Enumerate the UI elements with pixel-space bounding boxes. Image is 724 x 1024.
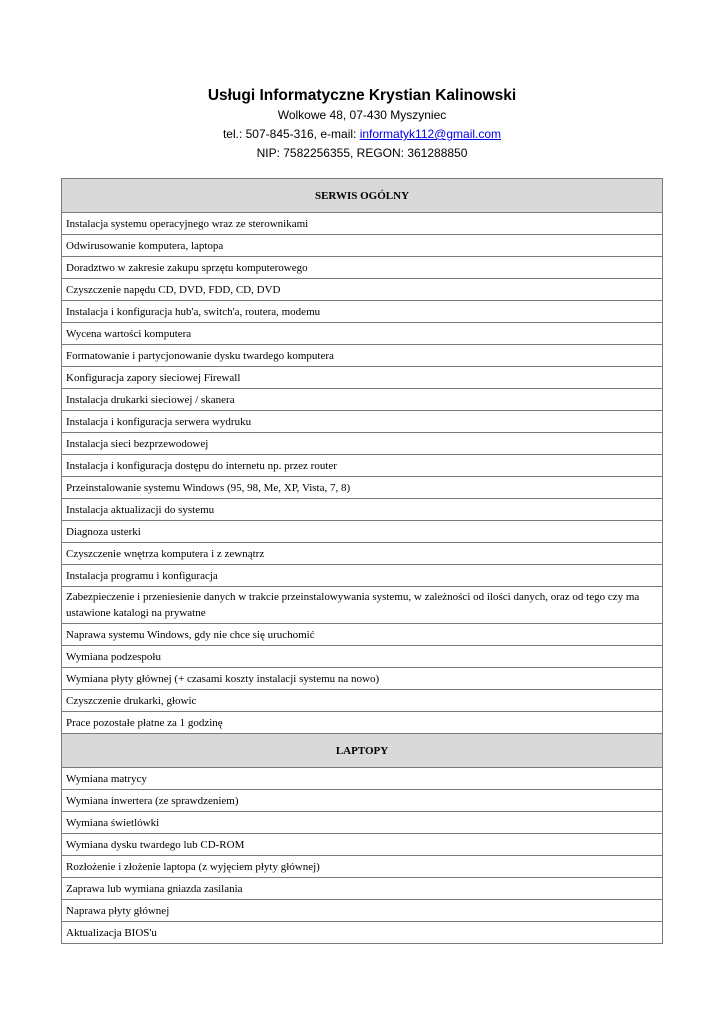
service-item: Formatowanie i partycjonowanie dysku twardego komputera <box>62 345 663 367</box>
table-row <box>62 367 663 389</box>
service-item: Rozłożenie i złożenie laptopa (z wyjęciem płyty głównej) <box>62 856 663 878</box>
service-item: Diagnoza usterki <box>62 521 663 543</box>
service-item: Naprawa płyty głównej <box>62 900 663 922</box>
service-item: Instalacja systemu operacyjnego wraz ze sterownikami <box>62 213 663 235</box>
table-row <box>62 646 663 668</box>
table-row <box>62 499 663 521</box>
table-row <box>62 543 663 565</box>
service-item: Doradztwo w zakresie zakupu sprzętu komputerowego <box>62 257 663 279</box>
table-row <box>62 389 663 411</box>
service-item: Czyszczenie napędu CD, DVD, FDD, CD, DVD <box>62 279 663 301</box>
table-row <box>62 213 663 235</box>
table-row <box>62 900 663 922</box>
company-ids: NIP: 7582256355, REGON: 361288850 <box>256 146 468 160</box>
section-title: SERWIS OGÓLNY <box>62 179 663 213</box>
service-item: Wycena wartości komputera <box>62 323 663 345</box>
section-header-row <box>62 179 663 213</box>
company-contact <box>0 125 724 144</box>
service-item: Instalacja i konfiguracja hub'a, switch'a, routera, modemu <box>62 301 663 323</box>
service-item: Zaprawa lub wymiana gniazda zasilania <box>62 878 663 900</box>
table-row <box>62 812 663 834</box>
table-row <box>62 411 663 433</box>
table-row <box>62 834 663 856</box>
service-item: Naprawa systemu Windows, gdy nie chce się uruchomić <box>62 624 663 646</box>
service-item: Instalacja sieci bezprzewodowej <box>62 433 663 455</box>
service-item: Wymiana płyty głównej (+ czasami koszty instalacji systemu na nowo) <box>62 668 663 690</box>
table-row <box>62 790 663 812</box>
company-address: Wolkowe 48, 07-430 Myszyniec <box>277 108 447 122</box>
service-item: Aktualizacja BIOS'u <box>62 922 663 944</box>
company-name: Usługi Informatyczne Krystian Kalinowski <box>207 87 517 104</box>
service-item: Instalacja programu i konfiguracja <box>62 565 663 587</box>
service-item: Prace pozostałe płatne za 1 godzinę <box>62 712 663 734</box>
table-row <box>62 455 663 477</box>
table-row <box>62 521 663 543</box>
service-item: Instalacja aktualizacji do systemu <box>62 499 663 521</box>
section-title: LAPTOPY <box>62 734 663 768</box>
table-row <box>62 856 663 878</box>
table-row <box>62 477 663 499</box>
service-item: Instalacja i konfiguracja serwera wydruku <box>62 411 663 433</box>
table-row <box>62 690 663 712</box>
service-item: Czyszczenie wnętrza komputera i z zewnątrz <box>62 543 663 565</box>
service-item: Przeinstalowanie systemu Windows (95, 98, Me, XP, Vista, 7, 8) <box>62 477 663 499</box>
table-row <box>62 345 663 367</box>
table-row <box>62 768 663 790</box>
service-item: Konfiguracja zapory sieciowej Firewall <box>62 367 663 389</box>
table-row <box>62 279 663 301</box>
table-row <box>62 565 663 587</box>
service-item: Odwirusowanie komputera, laptopa <box>62 235 663 257</box>
service-item: Instalacja i konfiguracja dostępu do internetu np. przez router <box>62 455 663 477</box>
table-row <box>62 587 663 624</box>
service-item: Czyszczenie drukarki, głowic <box>62 690 663 712</box>
table-row <box>62 624 663 646</box>
email-link[interactable]: informatyk112@gmail.com <box>359 127 502 141</box>
table-row <box>62 668 663 690</box>
table-row <box>62 878 663 900</box>
table-row <box>62 257 663 279</box>
table-row <box>62 301 663 323</box>
service-item: Wymiana matrycy <box>62 768 663 790</box>
section-header-row <box>62 734 663 768</box>
contact-phone: tel.: 507-845-316, e-mail: <box>222 127 360 141</box>
table-row <box>62 922 663 944</box>
service-item: Wymiana inwertera (ze sprawdzeniem) <box>62 790 663 812</box>
letterhead <box>0 86 724 163</box>
service-item: Wymiana dysku twardego lub CD-ROM <box>62 834 663 856</box>
service-item: Zabezpieczenie i przeniesienie danych w trakcie przeinstalowywania systemu, w zależności od ilości danych, oraz od tego czy ma ustawione katalogi na prywatne <box>62 587 663 624</box>
table-row <box>62 235 663 257</box>
service-item: Wymiana podzespołu <box>62 646 663 668</box>
service-item: Instalacja drukarki sieciowej / skanera <box>62 389 663 411</box>
table-row <box>62 433 663 455</box>
service-item: Wymiana świetlówki <box>62 812 663 834</box>
services-table <box>61 178 663 944</box>
table-row <box>62 712 663 734</box>
table-row <box>62 323 663 345</box>
